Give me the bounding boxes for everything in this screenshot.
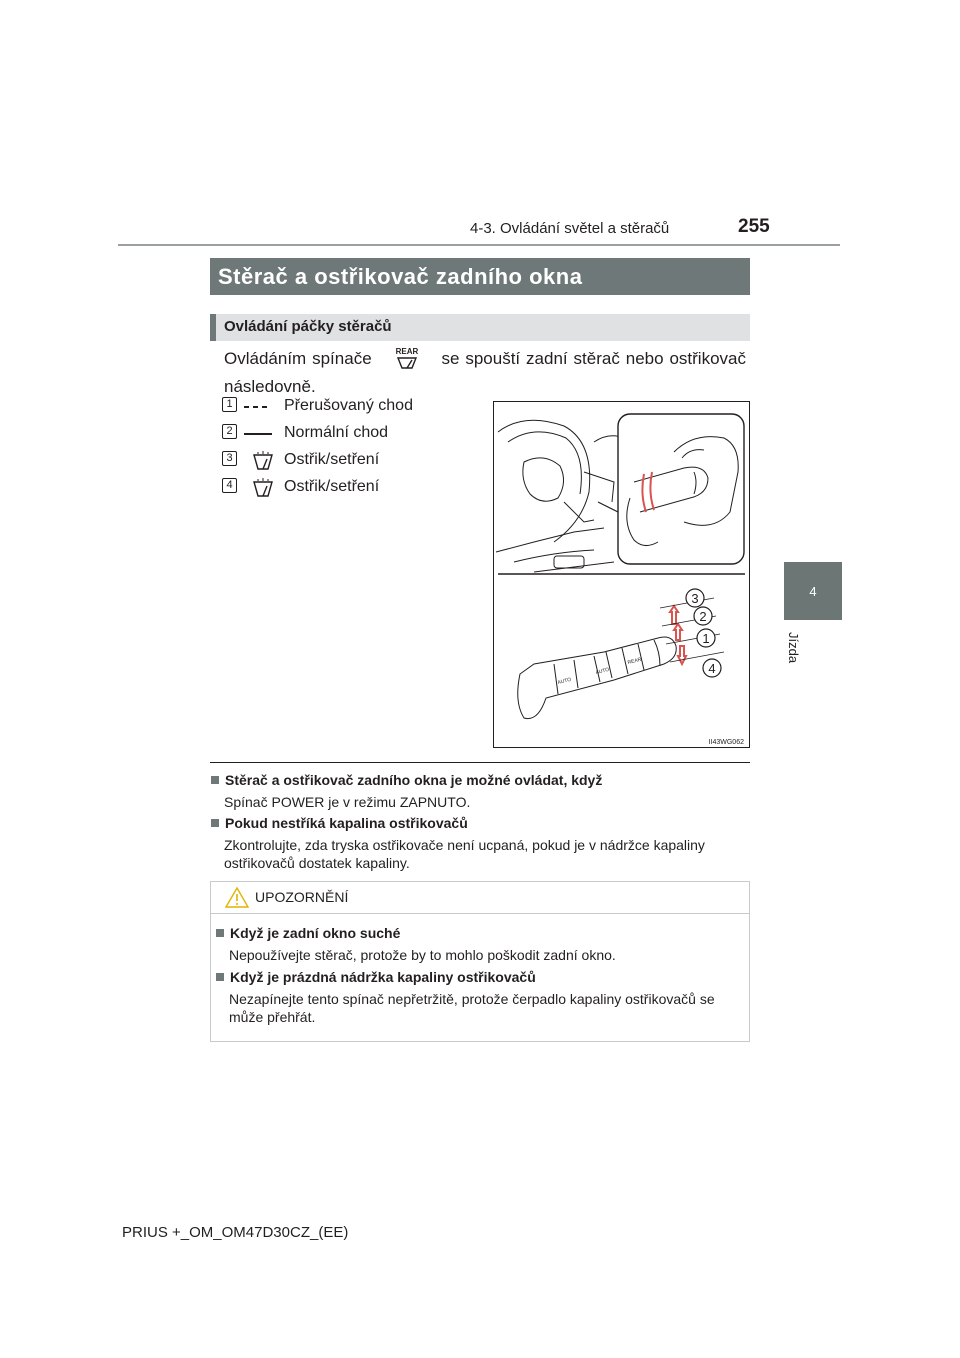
warning-header — [211, 882, 749, 914]
chapter-number: 4 — [809, 583, 817, 599]
square-bullet-icon — [211, 776, 219, 784]
item-number: 1 — [222, 397, 237, 412]
item-number: 4 — [222, 478, 237, 493]
intro-paragraph — [224, 345, 746, 401]
figure-code: II43WG062 — [708, 739, 744, 746]
intro-text-before: Ovládáním spínače — [224, 349, 372, 368]
note-body: Spínač POWER je v režimu ZAPNUTO. — [224, 794, 471, 810]
washer-icon — [244, 478, 280, 498]
square-bullet-icon — [216, 973, 224, 981]
section-title: Stěrač a ostřikovač zadního okna — [210, 258, 750, 295]
callout-number: 1 — [702, 631, 710, 646]
square-bullet-icon — [211, 819, 219, 827]
dashed-line-icon — [244, 397, 280, 417]
note-title: Pokud nestříká kapalina ostřikovačů — [211, 815, 468, 831]
chapter-name: Jízda — [786, 632, 801, 664]
warning-item-body: Nepoužívejte stěrač, protože by to mohlo poškodit zadní okno. — [229, 947, 616, 963]
callout-number: 2 — [699, 609, 707, 624]
intro-text-after: se spouští zadní stěrač nebo ostřikovač následovně. — [224, 349, 746, 396]
rear-icon-label: REAR — [395, 347, 418, 356]
footer-document-code: PRIUS +_OM_OM47D30CZ_(EE) — [122, 1224, 349, 1241]
note-body: Zkontrolujte, zda tryska ostřikovače není ucpaná, pokud je v nádržce kapaliny ostřikovačů dostatek kapaliny. — [224, 837, 705, 871]
item-label: Normální chod — [284, 424, 389, 441]
warning-item-body: Nezapínejte tento spínač nepřetržitě, protože čerpadlo kapaliny ostřikovačů se může přehřát. — [229, 991, 715, 1025]
wiper-lever-illustration — [493, 401, 750, 748]
item-number: 2 — [222, 424, 237, 439]
illustration-drawing — [494, 402, 749, 747]
subsection-title: Ovládání páčky stěračů — [224, 318, 392, 335]
lever-label: AUTO — [595, 666, 610, 676]
chapter-tab — [784, 562, 842, 620]
warning-triangle-icon — [225, 886, 249, 908]
item-label: Přerušovaný chod — [284, 397, 413, 414]
item-label: Ostřik/setření — [284, 451, 380, 468]
callout-number: 4 — [708, 661, 716, 676]
warning-item-title: Když je zadní okno suché — [216, 925, 400, 941]
header-divider — [118, 244, 840, 246]
washer-icon — [244, 451, 280, 471]
lever-label: REAR — [627, 656, 642, 666]
warning-title: UPOZORNĚNÍ — [255, 889, 349, 905]
header-section-title: 4-3. Ovládání světel a stěračů — [470, 220, 670, 237]
page-number: 255 — [738, 216, 770, 237]
warning-item-title: Když je prázdná nádržka kapaliny ostřikovačů — [216, 969, 536, 985]
subsection-bar — [210, 314, 750, 341]
warning-box — [210, 881, 750, 1042]
square-bullet-icon — [216, 929, 224, 937]
lever-label: AUTO — [557, 676, 572, 686]
item-label: Ostřik/setření — [284, 478, 380, 495]
rear-wiper-icon — [392, 346, 422, 370]
item-number: 3 — [222, 451, 237, 466]
content-divider — [210, 762, 750, 763]
subsection-accent — [210, 314, 216, 341]
callout-number: 3 — [691, 591, 699, 606]
solid-line-icon — [244, 424, 280, 444]
note-title: Stěrač a ostřikovač zadního okna je možné ovládat, když — [211, 772, 602, 788]
